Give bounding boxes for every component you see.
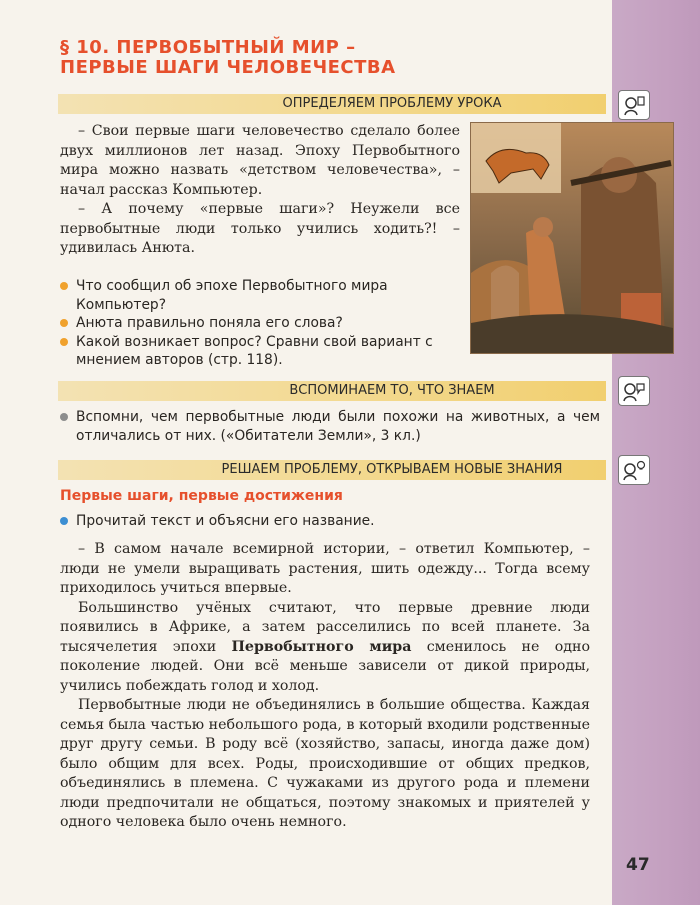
remember-task [60,408,600,445]
section-title-problem: ОПРЕДЕЛЯЕМ ПРОБЛЕМУ УРОКА [282,96,502,111]
intro-paragraph-2: – А почему «первые шаги»? Неужели все первобытные люди только учились ходить?! – удивилась Анюта. [60,201,460,256]
section-bar-problem [58,94,606,114]
question-item: Какой возникает вопрос? Сравни свой вариант с мнением авторов (стр. 118). [60,333,460,370]
section-bar-solve [58,460,606,480]
body-paragraph-3: Первобытные люди не объединялись в большие общества. Каждая семья была частью небольшого рода, в который входили родственные друг другу семьи. В роду всё (хозяйство, запасы, иногда даже дом) было общим для всех. Роды, происходившие от общих предков, объединялись в племена. С чужаками из другого рода и племени люди предпочитали не общаться, поэтому знакомых и приятелей у одного человека было очень немного. [60,697,590,830]
primitive-people-painting [470,122,674,354]
orange-bullet-icon [60,319,68,327]
lesson-title [60,38,580,78]
lesson-title-line-1: § 10. ПЕРВОБЫТНЫЙ МИР – [60,37,356,58]
lesson-title-line-2: ПЕРВЫЕ ШАГИ ЧЕЛОВЕЧЕСТВА [60,57,396,78]
body-paragraph-2: Большинство учёных считают, что первые древние люди появились в Африке, а затем расселились по всей планете. За тысячелетия эпохи Первобытного мира сменилось не одно поколение людей. Они всё меньше зависели от дикой природы, учились побеждать голод и холод. [60,599,590,694]
intro-text [60,122,460,259]
body-paragraph-1: – В самом начале всемирной истории, – ответил Компьютер, – люди не умели выращивать растения, шить одежду... Тогда всему приходилось учиться впервые. [60,541,590,596]
intro-questions [60,277,460,370]
remember-text: Вспомни, чем первобытные люди были похожи на животных, а чем отличались от них. («Обитатели Земли», 3 кл.) [76,409,600,444]
orange-bullet-icon [60,282,68,290]
blue-bullet-icon [60,517,68,525]
section-bar-remember [58,381,606,401]
page-number: 47 [626,855,650,875]
gray-bullet-icon [60,413,68,421]
orange-bullet-icon [60,338,68,346]
section-title-solve: РЕШАЕМ ПРОБЛЕМУ, ОТКРЫВАЕМ НОВЫЕ ЗНАНИЯ [221,462,563,477]
reading-task [60,512,600,531]
task-text: Прочитай текст и объясни его название. [76,513,375,529]
idea-person-icon [618,455,650,485]
main-text [60,540,590,833]
question-item: Анюта правильно поняла его слова? [60,314,460,333]
intro-paragraph-1: – Свои первые шаги человечество сделало более двух миллионов лет назад. Эпоху Первобытного мира можно назвать «детством человечества», – начал рассказ Компьютер. [60,123,460,198]
section-title-remember: ВСПОМИНАЕМ ТО, ЧТО ЗНАЕМ [289,383,495,398]
remembering-person-icon [618,376,650,406]
key-term: Первобытного мира [231,638,412,655]
thinking-person-icon [618,90,650,120]
subheading: Первые шаги, первые достижения [60,488,343,504]
question-item: Что сообщил об эпохе Первобытного мира Компьютер? [60,277,460,314]
